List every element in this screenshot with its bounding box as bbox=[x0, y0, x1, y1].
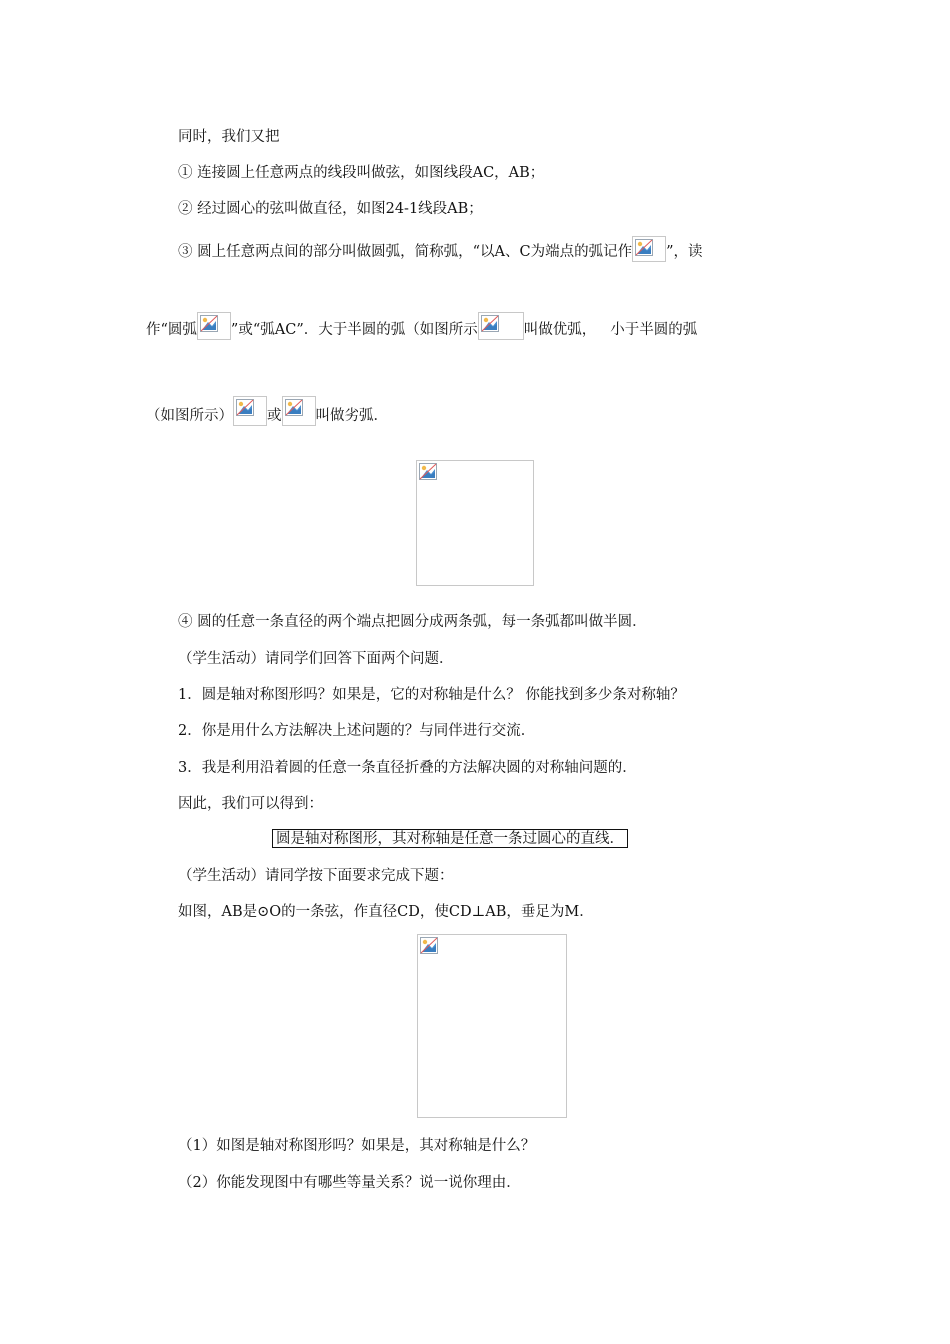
chord-diameter-figure-image bbox=[417, 934, 567, 1118]
minor-arc-image-2 bbox=[282, 396, 316, 426]
major-arc-image bbox=[478, 312, 524, 340]
paragraph-semicircle-def: ④ 圆的任意一条直径的两个端点把圆分成两条弧，每一条弧都叫做半圆． bbox=[178, 614, 647, 630]
arc-def-text-a: ③ 圆上任意两点间的部分叫做圆弧，简称弧，“以A、C为端点的弧记作 bbox=[178, 244, 633, 260]
paragraph-diameter-def: ② 经过圆心的弦叫做直径，如图24-1线段AB； bbox=[178, 201, 483, 217]
paragraph-problem: 如图，AB是⊙O的一条弦，作直径CD，使CD⊥AB，垂足为M． bbox=[178, 904, 594, 920]
sub-question-2: （2）你能发现图中有哪些等量关系？说一说你理由． bbox=[178, 1175, 521, 1191]
minor-arc-text-c: 叫做劣弧． bbox=[315, 408, 388, 424]
paragraph-chord-def: ① 连接圆上任意两点的线段叫做弦，如图线段AC，AB； bbox=[178, 165, 545, 181]
broken-image-icon bbox=[236, 399, 254, 416]
broken-image-icon bbox=[420, 937, 438, 954]
arc-def-text-b: ”，读 bbox=[666, 244, 703, 260]
conclusion-statement: 圆是轴对称图形，其对称轴是任意一条过圆心的直线． bbox=[272, 829, 628, 848]
arc-notation-image bbox=[632, 236, 666, 262]
paragraph-activity-1: （学生活动）请同学们回答下面两个问题． bbox=[178, 651, 454, 667]
broken-image-icon bbox=[635, 239, 653, 256]
minor-arc-text-b: 或 bbox=[267, 408, 282, 424]
sub-question-1: （1）如图是轴对称图形吗？如果是，其对称轴是什么？ bbox=[178, 1138, 536, 1154]
arc-reading-text-c: 叫做优弧， bbox=[523, 322, 597, 338]
paragraph-arc-def bbox=[178, 236, 703, 266]
paragraph-minor-arc bbox=[146, 396, 388, 428]
paragraph-conclusion-intro: 因此，我们可以得到： bbox=[178, 796, 323, 812]
arc-reading-text-d: 小于半圆的弧 bbox=[610, 322, 698, 338]
paragraph-activity-2: （学生活动）请同学按下面要求完成下题： bbox=[178, 868, 454, 884]
arc-reading-image bbox=[197, 312, 231, 340]
conclusion-box bbox=[272, 829, 628, 849]
question-2: 2．你是用什么方法解决上述问题的？与同伴进行交流． bbox=[178, 723, 536, 739]
minor-arc-text-a: （如图所示） bbox=[146, 408, 233, 424]
paragraph-intro: 同时，我们又把 bbox=[178, 129, 280, 145]
question-1: 1．圆是轴对称图形吗？如果是，它的对称轴是什么？ 你能找到多少条对称轴？ bbox=[178, 687, 685, 703]
minor-arc-image-1 bbox=[233, 396, 267, 426]
arc-reading-text-b: ”或“弧AC”．大于半圆的弧（如图所示 bbox=[230, 322, 478, 338]
paragraph-arc-reading bbox=[146, 312, 697, 344]
circle-figure-image bbox=[416, 460, 534, 586]
broken-image-icon bbox=[481, 315, 499, 332]
broken-image-icon bbox=[285, 399, 303, 416]
arc-reading-text-a: 作“圆弧 bbox=[146, 322, 197, 338]
question-3: 3．我是利用沿着圆的任意一条直径折叠的方法解决圆的对称轴问题的． bbox=[178, 760, 637, 776]
broken-image-icon bbox=[419, 463, 437, 480]
broken-image-icon bbox=[200, 315, 218, 332]
